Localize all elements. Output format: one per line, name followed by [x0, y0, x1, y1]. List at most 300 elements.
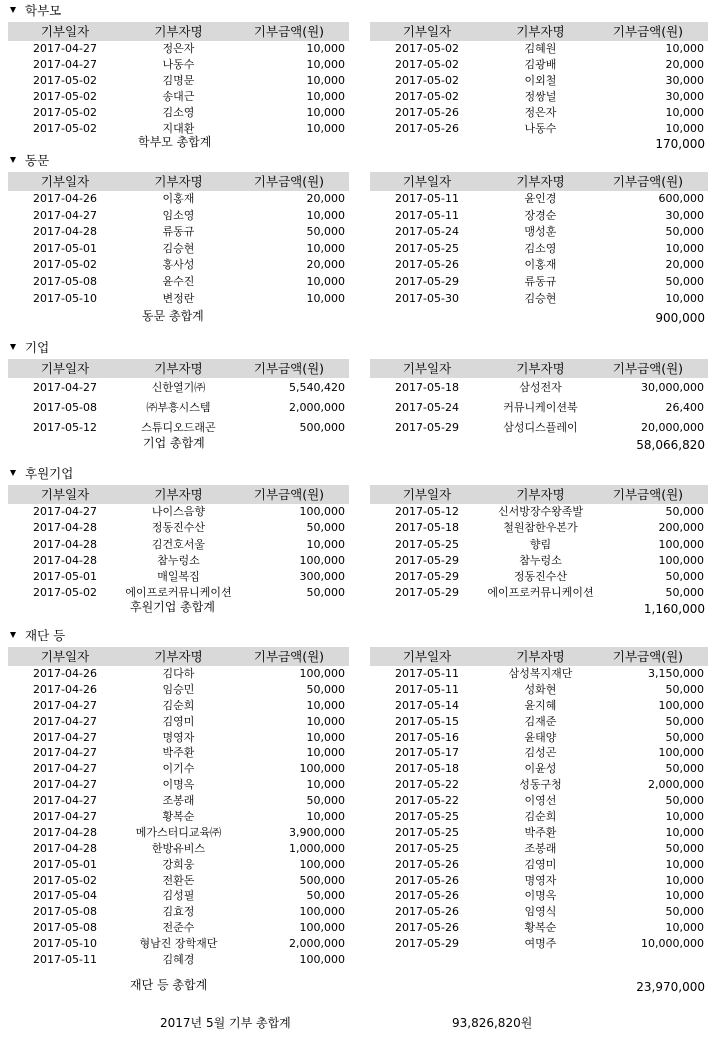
cell-amount: 10,000 — [306, 122, 345, 135]
cell-amount: 20,000 — [665, 58, 704, 71]
cell-donor: 정은자 — [162, 42, 195, 55]
cell-date: 2017-05-11 — [395, 208, 459, 222]
cell-amount: 500,000 — [299, 421, 345, 434]
section-title-text: 재단 등 — [25, 628, 66, 643]
cell-amount: 600,000 — [658, 192, 704, 205]
cell-donor: 명영자 — [524, 873, 557, 887]
table-row — [370, 73, 708, 89]
cell-donor: 신한열기㈜ — [151, 381, 206, 394]
header-name: 기부자명 — [516, 24, 565, 39]
cell-donor: 김건호서울 — [151, 537, 206, 551]
table-row — [370, 569, 708, 585]
cell-donor: 정동진수산 — [513, 570, 568, 584]
cell-amount: 30,000 — [665, 90, 704, 103]
cell-donor: 김영미 — [162, 714, 195, 728]
table-row — [8, 569, 349, 585]
cell-donor: 정쌍널 — [524, 90, 557, 103]
cell-amount: 1,000,000 — [289, 841, 345, 855]
cell-donor: 임승민 — [162, 682, 195, 696]
cell-date: 2017-05-11 — [395, 667, 459, 680]
cell-date: 2017-05-26 — [395, 921, 459, 935]
cell-donor: 류동규 — [162, 225, 195, 239]
cell-donor: 에이프로커뮤니케이션 — [487, 586, 594, 600]
cell-date: 2017-05-02 — [395, 42, 459, 55]
table-row — [370, 682, 708, 698]
header-date: 기부일자 — [40, 649, 90, 664]
cell-donor: 이홍재 — [162, 192, 195, 205]
cell-amount: 10,000 — [665, 106, 704, 119]
table-row — [370, 208, 708, 225]
cell-amount: 10,000 — [306, 537, 345, 551]
cell-date: 2017-05-02 — [395, 74, 459, 87]
section-total-label: 기업 총합계 — [143, 436, 205, 450]
table-row — [370, 398, 708, 418]
cell-date: 2017-05-11 — [33, 953, 97, 967]
cell-amount: 10,000 — [665, 122, 704, 135]
table-row — [8, 857, 349, 873]
table-row — [8, 520, 349, 536]
cell-date: 2017-05-22 — [395, 794, 459, 808]
cell-date: 2017-05-18 — [395, 521, 459, 535]
cell-date: 2017-05-01 — [33, 241, 97, 255]
cell-amount: 50,000 — [306, 794, 345, 808]
cell-date: 2017-05-25 — [395, 810, 459, 824]
cell-amount: 20,000 — [665, 258, 704, 272]
cell-amount: 100,000 — [299, 505, 345, 518]
section-total-amount: 1,160,000 — [643, 602, 705, 616]
cell-amount: 50,000 — [665, 570, 704, 584]
table-row — [8, 666, 349, 682]
table-row — [370, 777, 708, 793]
table-row — [8, 553, 349, 569]
cell-donor: 전준수 — [162, 921, 195, 935]
cell-donor: 형남진 장학재단 — [139, 937, 218, 951]
table-row — [8, 241, 349, 258]
table-row — [8, 537, 349, 553]
cell-donor: 홍사성 — [162, 258, 195, 272]
cell-donor: 윤수진 — [162, 274, 195, 288]
cell-date: 2017-05-26 — [395, 122, 459, 135]
cell-date: 2017-05-26 — [395, 905, 459, 919]
table-row — [370, 666, 708, 682]
donation-table-right — [370, 485, 708, 602]
cell-amount: 3,900,000 — [289, 825, 345, 839]
table-row — [370, 57, 708, 73]
cell-date: 2017-04-27 — [33, 381, 97, 394]
cell-amount: 30,000 — [665, 74, 704, 87]
header-date: 기부일자 — [40, 24, 90, 39]
cell-date: 2017-05-29 — [395, 421, 459, 434]
cell-donor: 여명주 — [524, 937, 557, 951]
table-row — [370, 841, 708, 857]
table-row — [370, 761, 708, 777]
cell-donor: 정동진수산 — [151, 521, 206, 535]
cell-amount: 5,540,420 — [289, 381, 345, 394]
cell-amount: 50,000 — [665, 682, 704, 696]
cell-donor: 참누렁소 — [519, 553, 562, 567]
cell-date: 2017-05-10 — [33, 937, 97, 951]
cell-amount: 20,000 — [306, 192, 345, 205]
header-amount: 기부금액(원) — [253, 174, 325, 189]
table-row — [370, 257, 708, 274]
cell-date: 2017-05-22 — [395, 778, 459, 792]
cell-date: 2017-05-24 — [395, 225, 459, 239]
cell-donor: 철원참한우본가 — [503, 521, 578, 535]
cell-donor: 김광배 — [524, 58, 557, 71]
donation-table-left — [8, 22, 349, 137]
cell-donor: 맹성훈 — [524, 225, 557, 239]
section-title[interactable] — [10, 153, 49, 169]
cell-amount: 10,000 — [306, 106, 345, 119]
cell-date: 2017-04-27 — [33, 746, 97, 760]
cell-donor: 강희웅 — [162, 857, 195, 871]
cell-amount: 10,000 — [306, 58, 345, 71]
cell-amount: 100,000 — [658, 698, 704, 712]
section-title[interactable] — [10, 340, 49, 356]
cell-donor: 김소영 — [524, 241, 557, 255]
cell-date: 2017-04-26 — [33, 667, 97, 680]
cell-donor: 김다하 — [162, 667, 195, 680]
cell-date: 2017-04-28 — [33, 521, 97, 535]
table-row — [370, 714, 708, 730]
cell-date: 2017-04-27 — [33, 778, 97, 792]
cell-date: 2017-04-28 — [33, 553, 97, 567]
table-row — [370, 793, 708, 809]
cell-amount: 50,000 — [665, 905, 704, 919]
table-row — [370, 825, 708, 841]
table-row — [370, 504, 708, 520]
cell-donor: 김혜경 — [162, 953, 195, 967]
table-header — [8, 485, 349, 504]
cell-date: 2017-05-25 — [395, 825, 459, 839]
cell-date: 2017-04-27 — [33, 505, 97, 518]
cell-amount: 50,000 — [665, 841, 704, 855]
cell-donor: 장경순 — [524, 208, 557, 222]
section-title[interactable] — [10, 466, 73, 482]
cell-date: 2017-05-25 — [395, 241, 459, 255]
header-amount: 기부금액(원) — [612, 487, 684, 502]
table-row — [370, 745, 708, 761]
table-row — [8, 257, 349, 274]
table-row — [8, 952, 349, 968]
cell-date: 2017-05-18 — [395, 762, 459, 776]
cell-amount: 10,000 — [306, 698, 345, 712]
cell-donor: 전환돈 — [162, 873, 195, 887]
donation-table-left — [8, 647, 349, 968]
cell-date: 2017-05-02 — [33, 90, 97, 103]
table-row — [8, 504, 349, 520]
cell-date: 2017-05-29 — [395, 570, 459, 584]
cell-amount: 100,000 — [658, 553, 704, 567]
cell-amount: 50,000 — [665, 274, 704, 288]
section-title-text: 기업 — [25, 340, 50, 355]
cell-donor: 나동수 — [162, 58, 195, 71]
section-title[interactable] — [10, 3, 61, 19]
table-row — [370, 585, 708, 601]
cell-date: 2017-05-02 — [33, 74, 97, 87]
collapse-triangle-icon[interactable] — [10, 632, 16, 638]
cell-donor: 조봉래 — [162, 794, 195, 808]
table-row — [370, 904, 708, 920]
table-header — [8, 22, 349, 41]
table-row — [370, 241, 708, 258]
table-row — [8, 888, 349, 904]
cell-date: 2017-04-27 — [33, 698, 97, 712]
cell-amount: 100,000 — [658, 537, 704, 551]
table-header — [370, 359, 708, 378]
cell-amount: 10,000 — [665, 889, 704, 903]
cell-date: 2017-04-27 — [33, 58, 97, 71]
cell-amount: 50,000 — [665, 714, 704, 728]
cell-amount: 100,000 — [299, 553, 345, 567]
cell-date: 2017-05-26 — [395, 873, 459, 887]
cell-amount: 10,000 — [306, 74, 345, 87]
cell-amount: 100,000 — [299, 857, 345, 871]
cell-donor: 임소영 — [162, 208, 195, 222]
cell-donor: 변정란 — [162, 291, 195, 305]
cell-donor: 정은자 — [524, 106, 557, 119]
cell-date: 2017-04-26 — [33, 192, 97, 205]
cell-date: 2017-05-01 — [33, 857, 97, 871]
section-title-text: 학부모 — [25, 3, 62, 18]
table-row — [8, 841, 349, 857]
table-row — [8, 809, 349, 825]
cell-amount: 10,000 — [665, 873, 704, 887]
cell-donor: ㈜부흥시스템 — [146, 401, 211, 414]
table-row — [8, 378, 349, 398]
table-row — [370, 730, 708, 746]
cell-date: 2017-05-26 — [395, 106, 459, 119]
cell-date: 2017-05-11 — [395, 682, 459, 696]
table-row — [8, 793, 349, 809]
header-amount: 기부금액(원) — [612, 24, 684, 39]
cell-date: 2017-05-30 — [395, 291, 459, 305]
table-row — [8, 682, 349, 698]
collapse-triangle-icon[interactable] — [10, 157, 16, 163]
cell-date: 2017-05-16 — [395, 730, 459, 744]
cell-donor: 명영자 — [162, 730, 195, 744]
cell-amount: 50,000 — [306, 225, 345, 239]
header-name: 기부자명 — [154, 361, 203, 376]
cell-donor: 김소영 — [162, 106, 195, 119]
header-date: 기부일자 — [402, 361, 452, 376]
cell-donor: 이윤성 — [524, 762, 557, 776]
donation-table-left — [8, 485, 349, 602]
cell-donor: 신서방장수왕족발 — [497, 505, 583, 518]
cell-donor: 삼성디스플레이 — [503, 421, 578, 434]
cell-amount: 50,000 — [665, 762, 704, 776]
section-title-text: 후원기업 — [25, 466, 74, 481]
cell-date: 2017-05-25 — [395, 537, 459, 551]
cell-date: 2017-05-18 — [395, 381, 459, 394]
cell-date: 2017-04-28 — [33, 537, 97, 551]
cell-date: 2017-05-26 — [395, 857, 459, 871]
cell-donor: 조봉래 — [524, 841, 557, 855]
collapse-triangle-icon[interactable] — [10, 7, 16, 13]
section-total-amount: 170,000 — [655, 137, 705, 151]
cell-date: 2017-05-24 — [395, 401, 459, 414]
table-row — [8, 761, 349, 777]
cell-donor: 이명옥 — [162, 778, 195, 792]
cell-date: 2017-05-29 — [395, 586, 459, 600]
table-row — [8, 208, 349, 225]
cell-amount: 10,000 — [306, 778, 345, 792]
cell-donor: 김성곤 — [524, 746, 557, 760]
cell-amount: 50,000 — [665, 794, 704, 808]
cell-donor: 삼성복지재단 — [508, 667, 573, 680]
table-row — [370, 698, 708, 714]
cell-amount: 100,000 — [658, 746, 704, 760]
cell-donor: 김승현 — [162, 241, 195, 255]
cell-donor: 매일복집 — [157, 570, 200, 584]
table-row — [370, 920, 708, 936]
header-name: 기부자명 — [154, 24, 203, 39]
header-name: 기부자명 — [516, 649, 565, 664]
donation-table-right — [370, 22, 708, 137]
header-date: 기부일자 — [402, 487, 452, 502]
cell-donor: 김효정 — [162, 905, 195, 919]
grand-total-amount: 93,826,820원 — [452, 1016, 533, 1030]
cell-donor: 지대환 — [162, 122, 195, 135]
header-amount: 기부금액(원) — [253, 487, 325, 502]
table-row — [8, 57, 349, 73]
table-row — [370, 873, 708, 889]
table-row — [8, 224, 349, 241]
cell-donor: 김승현 — [524, 291, 557, 305]
cell-date: 2017-05-02 — [33, 258, 97, 272]
cell-donor: 에이프로커뮤니케이션 — [125, 586, 232, 600]
cell-donor: 성동구청 — [519, 778, 562, 792]
cell-amount: 30,000 — [665, 208, 704, 222]
header-amount: 기부금액(원) — [612, 361, 684, 376]
cell-date: 2017-05-26 — [395, 889, 459, 903]
cell-date: 2017-04-28 — [33, 225, 97, 239]
cell-donor: 황복순 — [162, 810, 195, 824]
cell-amount: 100,000 — [299, 921, 345, 935]
header-name: 기부자명 — [154, 487, 203, 502]
header-name: 기부자명 — [154, 649, 203, 664]
cell-amount: 10,000 — [665, 42, 704, 55]
table-row — [370, 553, 708, 569]
table-row — [370, 291, 708, 308]
header-date: 기부일자 — [40, 174, 90, 189]
header-amount: 기부금액(원) — [612, 174, 684, 189]
table-row — [8, 873, 349, 889]
donation-table-right — [370, 647, 708, 952]
cell-donor: 임영식 — [524, 905, 557, 919]
cell-amount: 20,000 — [306, 258, 345, 272]
section-title[interactable] — [10, 628, 65, 644]
cell-date: 2017-05-29 — [395, 274, 459, 288]
cell-donor: 윤태양 — [524, 730, 557, 744]
cell-donor: 이영선 — [524, 794, 557, 808]
cell-donor: 이기수 — [162, 762, 195, 776]
table-row — [8, 904, 349, 920]
cell-date: 2017-04-27 — [33, 730, 97, 744]
table-header — [370, 22, 708, 41]
table-row — [8, 41, 349, 57]
cell-date: 2017-05-10 — [33, 291, 97, 305]
cell-date: 2017-04-28 — [33, 825, 97, 839]
table-row — [370, 274, 708, 291]
cell-date: 2017-05-08 — [33, 921, 97, 935]
cell-date: 2017-04-28 — [33, 841, 97, 855]
table-row — [8, 105, 349, 121]
table-row — [8, 191, 349, 208]
cell-amount: 100,000 — [299, 953, 345, 967]
cell-amount: 2,000,000 — [289, 401, 345, 414]
table-row — [8, 274, 349, 291]
cell-date: 2017-05-29 — [395, 937, 459, 951]
cell-donor: 향림 — [529, 537, 552, 551]
section-total-amount: 23,970,000 — [636, 980, 705, 994]
cell-donor: 이외철 — [524, 74, 557, 87]
collapse-triangle-icon[interactable] — [10, 344, 16, 350]
cell-amount: 50,000 — [306, 889, 345, 903]
table-row — [8, 73, 349, 89]
header-date: 기부일자 — [40, 487, 90, 502]
cell-amount: 10,000 — [306, 208, 345, 222]
table-row — [370, 888, 708, 904]
cell-donor: 류동규 — [524, 274, 557, 288]
cell-date: 2017-05-02 — [395, 58, 459, 71]
cell-amount: 500,000 — [299, 873, 345, 887]
cell-amount: 10,000 — [306, 241, 345, 255]
cell-amount: 10,000 — [306, 810, 345, 824]
table-row — [8, 936, 349, 952]
table-row — [8, 89, 349, 105]
cell-date: 2017-04-27 — [33, 762, 97, 776]
cell-date: 2017-05-02 — [33, 122, 97, 135]
cell-donor: 김순희 — [162, 698, 195, 712]
section-title-text: 동문 — [25, 153, 50, 168]
cell-amount: 50,000 — [665, 505, 704, 518]
cell-date: 2017-05-04 — [33, 889, 97, 903]
cell-amount: 10,000 — [306, 746, 345, 760]
cell-amount: 3,150,000 — [648, 667, 704, 680]
collapse-triangle-icon[interactable] — [10, 470, 16, 476]
cell-date: 2017-05-17 — [395, 746, 459, 760]
cell-amount: 10,000 — [665, 291, 704, 305]
cell-amount: 10,000 — [306, 42, 345, 55]
cell-date: 2017-05-12 — [33, 421, 97, 434]
cell-date: 2017-04-27 — [33, 810, 97, 824]
cell-amount: 10,000 — [665, 857, 704, 871]
table-row — [8, 825, 349, 841]
header-name: 기부자명 — [516, 174, 565, 189]
header-name: 기부자명 — [516, 361, 565, 376]
cell-date: 2017-05-25 — [395, 841, 459, 855]
cell-amount: 10,000 — [665, 825, 704, 839]
cell-date: 2017-05-12 — [395, 505, 459, 518]
cell-date: 2017-05-11 — [395, 192, 459, 205]
table-row — [370, 418, 708, 438]
cell-amount: 10,000 — [306, 714, 345, 728]
cell-donor: 김성필 — [162, 889, 195, 903]
cell-donor: 이명옥 — [524, 889, 557, 903]
cell-donor: 나이스음향 — [151, 505, 206, 518]
cell-donor: 이홍재 — [524, 258, 557, 272]
cell-date: 2017-05-29 — [395, 553, 459, 567]
table-row — [370, 89, 708, 105]
table-row — [370, 809, 708, 825]
header-date: 기부일자 — [40, 361, 90, 376]
cell-date: 2017-04-26 — [33, 682, 97, 696]
donation-table-left — [8, 359, 349, 438]
cell-donor: 한방유비스 — [151, 841, 206, 855]
cell-amount: 50,000 — [306, 586, 345, 600]
cell-donor: 김영미 — [524, 857, 557, 871]
